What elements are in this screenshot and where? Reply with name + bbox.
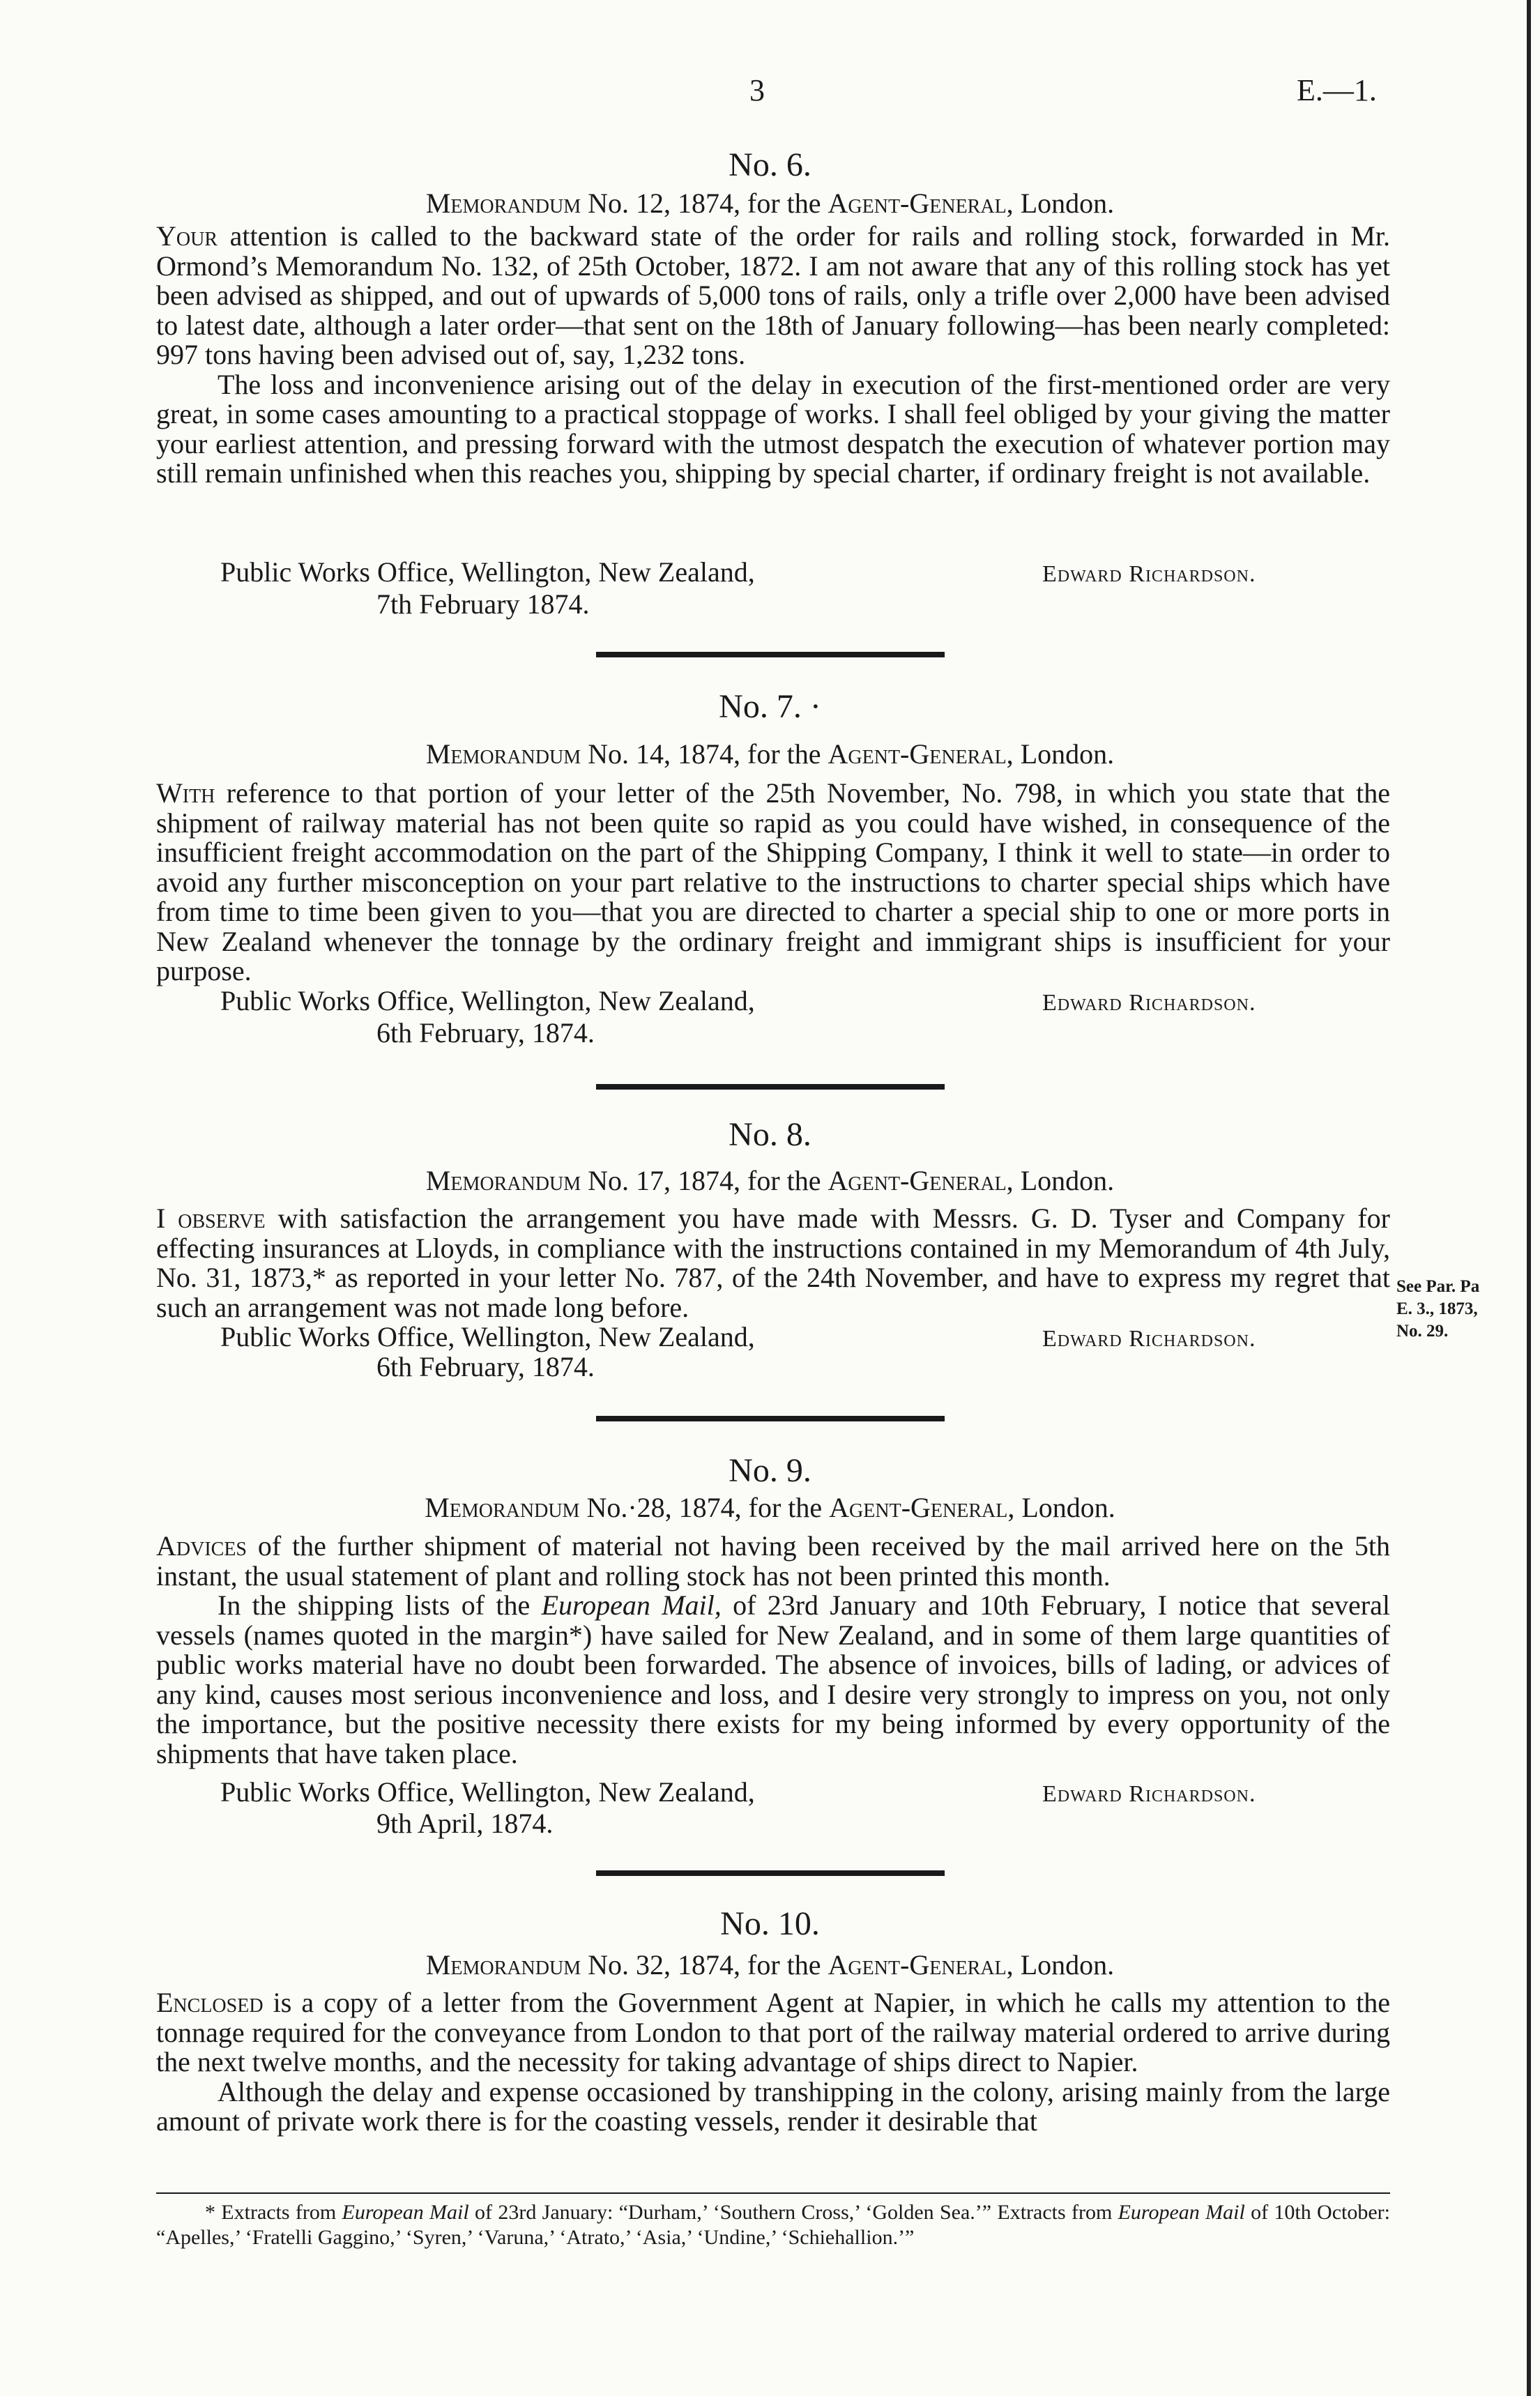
signature-date: 6th February, 1874. xyxy=(376,1017,595,1048)
memo-heading: Memorandum No. 12, 1874, for the Agent-General, London. xyxy=(425,188,1115,219)
memo-paragraph: The loss and inconvenience arising out of the delay in execution of the first-mentioned order are very great, in some cases amounting to a practical stoppage of works. I shall feel obliged by your giving the matter your earliest attention, and pressing forward with the utmost despatch the execution of whatever portion may still remain unfinished when this reaches you, shipping by special charter, if ordinary freight is not available. xyxy=(156,368,1390,489)
memo-body xyxy=(156,222,1390,489)
memo-paragraph: Although the delay and expense occasioned by transhipping in the colony, arising mainly from the large amount of private work there is for the coasting vessels, render it desirable that xyxy=(156,2075,1390,2137)
signature-place: Public Works Office, Wellington, New Zealand, xyxy=(220,1321,755,1352)
memo-heading: Memorandum No. 17, 1874, for the Agent-General, London. xyxy=(425,1165,1115,1196)
memo-body xyxy=(156,1204,1390,1322)
memo-paragraph: Enclosed is a copy of a letter from the Government Agent at Napier, in which he calls my attention to the tonnage required for the conveyance from London to that port of the railway material ordered to arrive during the next twelve months, and the necessity for taking advantage of ships direct to Napier. xyxy=(156,1987,1390,2077)
section-divider xyxy=(596,1870,945,1876)
memo-paragraph: Your attention is called to the backward state of the order for rails and rolling stock, forwarded in Mr. Ormond’s Memorandum No. 132, of 25th October, 1872. I am not aware that any of this rolling stock has yet been advised as shipped, and out of upwards of 5,000 tons of rails, only a trifle over 2,000 have been advised to latest date, although a later order—that sent on the 18th of January following—has been nearly completed: 997 tons having been advised out of, say, 1,232 tons. xyxy=(156,220,1390,370)
memo-body xyxy=(156,1988,1390,2137)
memo-number: No. 7. · xyxy=(719,688,821,725)
memo-paragraph: Advices of the further shipment of material not having been received by the mail arrived here on the 5th instant, the usual statement of plant and rolling stock has not been printed this month. xyxy=(156,1530,1390,1592)
signature-name: Edward Richardson. xyxy=(1042,561,1256,587)
page-edge xyxy=(1527,0,1531,2396)
section-divider xyxy=(596,1416,945,1421)
memo-number: No. 6. xyxy=(729,146,811,183)
signature-place: Public Works Office, Wellington, New Zealand, xyxy=(220,985,755,1016)
section-divider xyxy=(596,1084,945,1090)
memo-heading: Memorandum No. 32, 1874, for the Agent-General, London. xyxy=(425,1949,1115,1981)
signature-place: Public Works Office, Wellington, New Zealand, xyxy=(220,556,755,588)
memo-heading: Memorandum No.·28, 1874, for the Agent-General, London. xyxy=(425,1492,1115,1523)
signature-name: Edward Richardson. xyxy=(1042,990,1256,1016)
memo-paragraph: In the shipping lists of the European Mail, of 23rd January and 10th February, I notice that several vessels (names quoted in the margin*) have sailed for New Zealand, and in some of them large quantities of public works material have no doubt been forwarded. The absence of invoices, bills of lading, or advices of any kind, causes most serious inconvenience and loss, and I desire very strongly to impress on you, not only the importance, but the positive necessity there exists for my being informed by every opportunity of the shipments that have taken place. xyxy=(156,1589,1390,1769)
footnote: * Extracts from European Mail of 23rd January: “Durham,’ ‘Southern Cross,’ ‘Golden Sea.’” Extracts from European Mail of 10th October: “Apelles,’ ‘Fratelli Gaggino,’ ‘Syren,’ ‘Varuna,’ ‘Atrato,’ ‘Asia,’ ‘Undine,’ ‘Schiehallion.’” xyxy=(156,2201,1391,2249)
signature-date: 6th February, 1874. xyxy=(376,1351,595,1382)
memo-number: No. 10. xyxy=(720,1905,820,1942)
memo-number: No. 8. xyxy=(729,1116,811,1153)
signature-name: Edward Richardson. xyxy=(1042,1781,1256,1807)
signature-date: 7th February 1874. xyxy=(376,588,590,620)
memo-body xyxy=(156,1532,1390,1769)
page-number: 3 xyxy=(749,73,765,107)
signature-name: Edward Richardson. xyxy=(1042,1326,1256,1352)
memo-number: No. 9. xyxy=(729,1452,811,1489)
footnote-divider xyxy=(156,2192,1390,2194)
section-divider xyxy=(596,652,945,657)
memo-paragraph: I observe with satisfaction the arrangement you have made with Messrs. G. D. Tyser and Company for effecting insurances at Lloyds, in compliance with the instructions contained in my Memorandum of 4th July, No. 31, 1873,* as reported in your letter No. 787, of the 24th November, and have to express my regret that such an arrangement was not made long before. xyxy=(156,1203,1390,1323)
memo-heading: Memorandum No. 14, 1874, for the Agent-General, London. xyxy=(425,738,1115,770)
memo-paragraph: With reference to that portion of your letter of the 25th November, No. 798, in which you state that the shipment of railway material has not been quite so rapid as you could have wished, in consequence of the insufficient freight accommodation on the part of the Shipping Company, I think it well to state—in order to avoid any further misconception on your part relative to the instructions to charter special ships which have from time to time been given to you—that you are directed to charter a special ship to one or more ports in New Zealand whenever the tonnage by the ordinary freight and immigrant ships is insufficient for your purpose. xyxy=(156,777,1390,986)
signature-date: 9th April, 1874. xyxy=(376,1808,554,1839)
margin-note: See Par. Pa E. 3., 1873, No. 29. xyxy=(1396,1277,1480,1341)
signature-place: Public Works Office, Wellington, New Zealand, xyxy=(220,1776,755,1808)
document-reference: E.—1. xyxy=(1297,73,1377,107)
memo-body xyxy=(156,779,1390,986)
